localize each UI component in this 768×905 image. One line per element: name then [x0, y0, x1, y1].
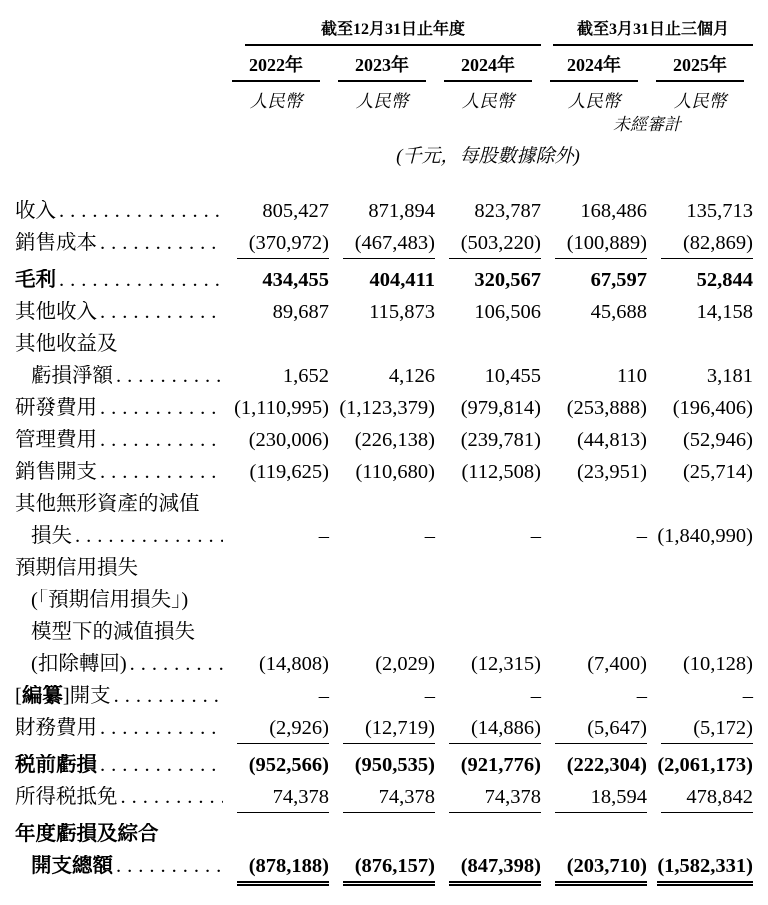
cell-value — [435, 365, 541, 387]
cell-value-text: (82,869) — [661, 232, 753, 259]
cell-value-text: (2,061,173) — [657, 754, 753, 776]
table-header — [15, 20, 753, 168]
row-label — [15, 786, 223, 808]
cell-value-text: (1,840,990) — [657, 525, 753, 547]
year-label: 2022年 — [232, 55, 320, 82]
table-row — [15, 429, 753, 451]
unaudited-label: 未經審計 — [613, 115, 681, 134]
cell-value — [223, 429, 329, 451]
cell-value — [541, 397, 647, 419]
cell-value — [647, 685, 753, 707]
cell-value — [329, 397, 435, 419]
row-label-text: 研發費用 — [15, 397, 97, 419]
row-label-text: (「預期信用損失」) — [31, 589, 189, 611]
row-label-text — [15, 685, 111, 707]
row-label — [15, 365, 223, 387]
cell-value-text: (10,128) — [682, 653, 753, 675]
cell-value — [541, 269, 647, 291]
currency-column-5 — [647, 90, 753, 112]
currency-label: 人民幣 — [673, 91, 727, 111]
cell-value-text: (12,315) — [470, 653, 541, 675]
table-row — [15, 301, 753, 323]
annual-group-spacer — [223, 114, 541, 136]
cell-value-text: 320,567 — [474, 269, 541, 291]
row-label — [15, 493, 223, 515]
cell-value — [223, 717, 329, 744]
cell-value-text: (25,714) — [682, 461, 753, 483]
cell-value-text: (12,719) — [343, 717, 435, 744]
cell-value-text: (1,582,331) — [657, 855, 753, 886]
cell-value-text: 434,455 — [262, 269, 329, 291]
dot-leader — [97, 717, 223, 739]
label-column-spacer — [15, 20, 223, 46]
cell-value — [435, 429, 541, 451]
row-label — [15, 823, 223, 845]
dot-leader — [97, 397, 223, 419]
cell-value — [329, 269, 435, 291]
row-label-text: 開支總額 — [31, 855, 113, 877]
unaudited-row — [15, 114, 753, 136]
cell-value — [223, 461, 329, 483]
table-row — [15, 525, 753, 547]
cell-value-text: (950,535) — [354, 754, 435, 776]
cell-value-text: – — [530, 525, 541, 547]
cell-value-text: (112,508) — [461, 461, 541, 483]
table-row — [15, 685, 753, 707]
currency-column-4 — [541, 90, 647, 112]
currency-row — [15, 90, 753, 112]
currency-column-3 — [435, 90, 541, 112]
dot-leader — [97, 429, 223, 451]
cell-value-text: (921,776) — [460, 754, 541, 776]
dot-leader — [118, 786, 224, 808]
row-label-text: 年度虧損及綜合 — [15, 823, 159, 845]
row-label-text: 虧損淨額 — [31, 365, 113, 387]
row-label — [15, 525, 223, 547]
row-label-text: 銷售成本 — [15, 232, 97, 254]
dot-leader — [72, 525, 223, 547]
cell-value — [541, 232, 647, 259]
currency-label: 人民幣 — [355, 91, 409, 111]
cell-value — [223, 855, 329, 886]
cell-value-text: – — [530, 685, 541, 707]
cell-value — [223, 232, 329, 259]
row-label-text: 毛利 — [15, 269, 56, 291]
cell-value — [541, 717, 647, 744]
cell-value — [329, 685, 435, 707]
cell-value — [647, 269, 753, 291]
cell-value-text: (119,625) — [249, 461, 329, 483]
dot-leader — [56, 200, 223, 222]
row-label-text: 所得税抵免 — [15, 786, 118, 808]
cell-value — [541, 429, 647, 451]
cell-value-text: (876,157) — [343, 855, 435, 886]
cell-value-text: 106,506 — [474, 301, 541, 323]
cell-value — [647, 461, 753, 483]
table-row — [15, 557, 753, 579]
cell-value — [435, 717, 541, 744]
cell-value — [223, 653, 329, 675]
cell-value — [541, 365, 647, 387]
cell-value-text: 74,378 — [449, 786, 541, 813]
row-label — [15, 397, 223, 419]
table-row — [15, 397, 753, 419]
cell-value-text: (14,808) — [258, 653, 329, 675]
cell-value — [435, 855, 541, 886]
label-column-spacer — [15, 114, 223, 136]
table-row — [15, 200, 753, 222]
table-row — [15, 365, 753, 387]
period-group-annual — [223, 20, 541, 46]
cell-value-text: 404,411 — [369, 269, 435, 291]
year-column-1 — [223, 55, 329, 82]
cell-value-text: 4,126 — [388, 365, 435, 387]
cell-value-text: (14,886) — [449, 717, 541, 744]
row-label — [15, 333, 223, 355]
cell-value — [329, 365, 435, 387]
cell-value — [435, 269, 541, 291]
cell-value — [329, 653, 435, 675]
row-label-text: 銷售開支 — [15, 461, 97, 483]
cell-value-text: 52,844 — [696, 269, 753, 291]
cell-value — [329, 200, 435, 222]
cell-value — [647, 232, 753, 259]
cell-value-text: 89,687 — [272, 301, 329, 323]
cell-value-text: (2,926) — [237, 717, 329, 744]
cell-value — [329, 754, 435, 776]
table-row — [15, 621, 753, 643]
cell-value — [329, 301, 435, 323]
cell-value — [329, 786, 435, 813]
period-group-quarterly — [541, 20, 753, 46]
cell-value-text: 115,873 — [369, 301, 435, 323]
row-label-text: 税前虧損 — [15, 754, 97, 776]
cell-value-text: (52,946) — [682, 429, 753, 451]
row-label-text: 其他收益及 — [15, 333, 118, 355]
row-label-part: 編纂 — [21, 685, 63, 707]
cell-value-text: 45,688 — [590, 301, 647, 323]
cell-value-text: 805,427 — [262, 200, 329, 222]
dot-leader — [97, 301, 223, 323]
cell-value-text: 823,787 — [474, 200, 541, 222]
cell-value — [223, 754, 329, 776]
table-row — [15, 823, 753, 845]
cell-value-text: (230,006) — [248, 429, 329, 451]
row-label — [15, 429, 223, 451]
cell-value-text: (44,813) — [576, 429, 647, 451]
cell-value — [647, 754, 753, 776]
row-label-text: (扣除轉回) — [31, 653, 127, 675]
cell-value — [541, 461, 647, 483]
cell-value — [647, 717, 753, 744]
cell-value — [647, 365, 753, 387]
cell-value — [329, 461, 435, 483]
row-label — [15, 653, 223, 675]
cell-value-text: (1,123,379) — [339, 397, 435, 419]
cell-value — [541, 786, 647, 813]
row-label — [15, 621, 223, 643]
year-label: 2025年 — [656, 55, 744, 82]
label-column-spacer — [15, 146, 223, 168]
cell-value-text: 168,486 — [580, 200, 647, 222]
label-column-spacer — [15, 90, 223, 112]
cell-value-text: 478,842 — [661, 786, 753, 813]
table-body — [15, 200, 753, 886]
table-row — [15, 855, 753, 886]
cell-value-text: 135,713 — [686, 200, 753, 222]
units-row — [15, 146, 753, 168]
cell-value — [435, 653, 541, 675]
cell-value-text: – — [742, 685, 753, 707]
row-label — [15, 685, 223, 707]
cell-value — [223, 365, 329, 387]
currency-column-2 — [329, 90, 435, 112]
period-groups-row — [15, 20, 753, 46]
cell-value-text: 10,455 — [484, 365, 541, 387]
cell-value — [541, 301, 647, 323]
row-label-text: 財務費用 — [15, 717, 97, 739]
table-row — [15, 493, 753, 515]
cell-value — [647, 429, 753, 451]
cell-value-text: (222,304) — [566, 754, 647, 776]
cell-value-text: 74,378 — [237, 786, 329, 813]
cell-value-text: – — [318, 525, 329, 547]
row-label — [15, 557, 223, 579]
dot-leader — [111, 685, 223, 707]
cell-value — [647, 855, 753, 886]
cell-value-text: 74,378 — [343, 786, 435, 813]
cell-value — [647, 301, 753, 323]
cell-value-text: – — [636, 525, 647, 547]
cell-value-text: (952,566) — [248, 754, 329, 776]
cell-value — [647, 200, 753, 222]
cell-value-text: (239,781) — [460, 429, 541, 451]
row-label-text: 模型下的減值損失 — [31, 621, 195, 643]
cell-value — [329, 717, 435, 744]
cell-value — [435, 685, 541, 707]
cell-value — [435, 232, 541, 259]
units-note: (千元，每股數據除外) — [396, 146, 580, 167]
cell-value-text: (7,400) — [587, 653, 647, 675]
cell-value-text: (23,951) — [576, 461, 647, 483]
cell-value-text: 18,594 — [555, 786, 647, 813]
table-row — [15, 653, 753, 675]
cell-value-text: (196,406) — [672, 397, 753, 419]
cell-value-text: 1,652 — [282, 365, 329, 387]
cell-value — [435, 786, 541, 813]
row-label-text: 損失 — [31, 525, 72, 547]
cell-value-text: (5,172) — [661, 717, 753, 744]
cell-value — [223, 685, 329, 707]
cell-value-text: (847,398) — [449, 855, 541, 886]
year-label: 2024年 — [444, 55, 532, 82]
cell-value — [647, 786, 753, 813]
row-label-text: 收入 — [15, 200, 56, 222]
currency-column-1 — [223, 90, 329, 112]
row-label-part: ]開支 — [62, 685, 111, 707]
cell-value-text: (467,483) — [343, 232, 435, 259]
cell-value-text: (253,888) — [566, 397, 647, 419]
cell-value — [647, 653, 753, 675]
dot-leader — [113, 855, 223, 877]
row-label — [15, 754, 223, 776]
row-label — [15, 301, 223, 323]
table-row — [15, 754, 753, 776]
cell-value-text: (226,138) — [354, 429, 435, 451]
dot-leader — [97, 461, 223, 483]
row-label — [15, 461, 223, 483]
table-row — [15, 333, 753, 355]
cell-value — [435, 461, 541, 483]
cell-value-text: (503,220) — [449, 232, 541, 259]
cell-value-text: (979,814) — [460, 397, 541, 419]
year-column-5 — [647, 55, 753, 82]
cell-value-text: – — [424, 685, 435, 707]
label-column-spacer — [15, 55, 223, 82]
cell-value — [329, 232, 435, 259]
currency-label: 人民幣 — [249, 91, 303, 111]
cell-value — [647, 397, 753, 419]
row-label-part: [ — [15, 685, 22, 707]
row-label — [15, 717, 223, 739]
currency-label: 人民幣 — [567, 91, 621, 111]
cell-value — [435, 301, 541, 323]
cell-value-text: (370,972) — [237, 232, 329, 259]
cell-value-text: 871,894 — [368, 200, 435, 222]
cell-value-text: (1,110,995) — [234, 397, 329, 419]
row-label-text: 其他收入 — [15, 301, 97, 323]
period-group-annual-label: 截至12月31日止年度 — [245, 20, 541, 46]
table-row — [15, 786, 753, 813]
row-label — [15, 232, 223, 254]
cell-value — [541, 685, 647, 707]
cell-value-text: (5,647) — [555, 717, 647, 744]
table-row — [15, 717, 753, 744]
cell-value-text: (2,029) — [375, 653, 435, 675]
year-column-2 — [329, 55, 435, 82]
table-row — [15, 232, 753, 259]
row-label-text: 預期信用損失 — [15, 557, 138, 579]
year-label: 2024年 — [550, 55, 638, 82]
cell-value-text: 67,597 — [590, 269, 647, 291]
dot-leader — [97, 232, 223, 254]
cell-value — [329, 525, 435, 547]
dot-leader — [97, 754, 223, 776]
cell-value — [223, 301, 329, 323]
cell-value — [541, 200, 647, 222]
row-label-text: 其他無形資產的減值 — [15, 493, 200, 515]
row-label — [15, 855, 223, 877]
cell-value — [647, 525, 753, 547]
cell-value-text: – — [318, 685, 329, 707]
cell-value — [435, 754, 541, 776]
row-label — [15, 589, 223, 611]
cell-value — [541, 754, 647, 776]
cell-value-text: (110,680) — [355, 461, 435, 483]
cell-value — [541, 525, 647, 547]
currency-label: 人民幣 — [461, 91, 515, 111]
year-column-4 — [541, 55, 647, 82]
cell-value-text: (203,710) — [555, 855, 647, 886]
cell-value-text: – — [424, 525, 435, 547]
cell-value — [223, 525, 329, 547]
cell-value — [223, 397, 329, 419]
row-label-text: 管理費用 — [15, 429, 97, 451]
dot-leader — [113, 365, 223, 387]
cell-value — [541, 653, 647, 675]
cell-value — [223, 269, 329, 291]
table-row — [15, 461, 753, 483]
row-label — [15, 269, 223, 291]
cell-value — [223, 200, 329, 222]
cell-value — [329, 855, 435, 886]
table-row — [15, 589, 753, 611]
cell-value — [223, 786, 329, 813]
cell-value — [435, 200, 541, 222]
cell-value-text: (878,188) — [237, 855, 329, 886]
period-group-quarterly-label: 截至3月31日止三個月 — [553, 20, 753, 46]
row-label — [15, 200, 223, 222]
years-row — [15, 55, 753, 82]
cell-value — [435, 397, 541, 419]
cell-value — [435, 525, 541, 547]
year-column-3 — [435, 55, 541, 82]
cell-value-text: 3,181 — [706, 365, 753, 387]
dot-leader — [127, 653, 223, 675]
cell-value-text: (100,889) — [555, 232, 647, 259]
cell-value-text: 110 — [617, 365, 647, 387]
dot-leader — [56, 269, 223, 291]
table-row — [15, 269, 753, 291]
cell-value — [329, 429, 435, 451]
cell-value-text: 14,158 — [696, 301, 753, 323]
year-label: 2023年 — [338, 55, 426, 82]
cell-value — [541, 855, 647, 886]
cell-value-text: – — [636, 685, 647, 707]
